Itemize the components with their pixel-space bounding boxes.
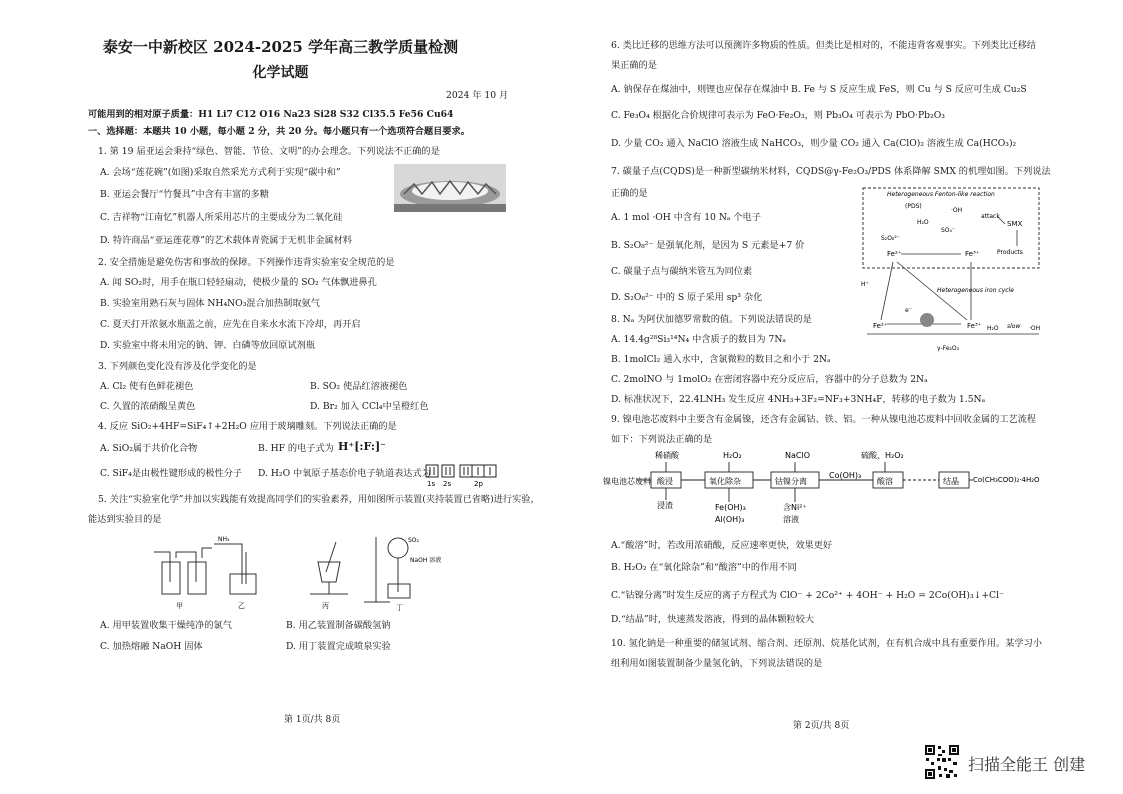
- fig-hetero-iron: Heterogeneous iron cycle: [937, 287, 1014, 294]
- option-4d: D. H₂O 中氧原子基态价电子轨道表达式为: [258, 468, 431, 479]
- question-7-cont: 正确的是: [611, 188, 648, 199]
- mechanism-figure: [857, 182, 1045, 352]
- process-flow: [601, 448, 1040, 532]
- fig-attack: attack: [981, 213, 1000, 220]
- option-6c: C. Fe₃O₄ 根据化合价规律可表示为 FeO·Fe₂O₃，则 Pb₃O₄ 可表示为 PbO·Pb₂O₃: [611, 110, 945, 121]
- flow-out-residue: 浸渣: [657, 501, 673, 510]
- question-5: 5. 关注“实验室化学”并加以实践能有效提高同学们的实验素养，用如图所示装置(夹持装置已省略)进行实验，: [98, 494, 540, 505]
- page-left: [0, 0, 561, 794]
- option-9c: C.“钴镍分离”时发生反应的离子方程式为 ClO⁻ + 2Co²⁺ + 4OH⁻ + H₂O = 2Co(OH)₃↓+Cl⁻: [611, 590, 1004, 601]
- option-2c: C. 夏天打开浓氨水瓶盖之前，应先在自来水水流下冷却，再开启: [100, 319, 361, 330]
- page-footer-left: 第 1页/共 8页: [284, 715, 341, 725]
- option-8c: C. 2molNO 与 1molO₂ 在密闭容器中充分反应后，容器中的分子总数为 2Nₐ: [611, 374, 928, 385]
- option-2b: B. 实验室用熟石灰与固体 NH₄NO₃混合加热制取氨气: [100, 298, 320, 309]
- option-6a: A. 钠保存在煤油中，则锂也应保存在煤油中: [611, 84, 789, 95]
- apparatus-diagram: [150, 532, 440, 612]
- qr-code-icon: [924, 744, 960, 780]
- question-9: 9. 镍电池芯废料中主要含有金属镍，还含有金属钴、铁、铝。一种从镍电池芯废料中回收金属的工艺流程: [611, 414, 1037, 425]
- option-5a: A. 用甲装置收集干燥纯净的氯气: [100, 620, 232, 631]
- question-5-cont: 能达到实验目的是: [88, 514, 162, 525]
- fig-oh-bottom: ·OH: [1029, 325, 1041, 332]
- option-7d: D. S₂O₈²⁻ 中的 S 原子采用 sp³ 杂化: [611, 292, 763, 303]
- flow-naclo: NaClO: [785, 451, 810, 460]
- apparatus-bing: 丙: [322, 602, 329, 610]
- fig-h2o-bottom: H₂O: [987, 325, 999, 332]
- option-3b: B. SO₂ 使品红溶液褪色: [310, 381, 408, 392]
- exam-date: 2024 年 10 月: [446, 90, 509, 101]
- hf-electron-formula: H⁺[:F:]⁻: [338, 440, 386, 453]
- flow-step-acid-leach: 酸浸: [657, 477, 673, 486]
- flow-feed: 镍电池芯废料: [603, 477, 651, 486]
- flow-coh3: Co(OH)₃: [829, 471, 862, 480]
- fig-s2o8: S₂O₈²⁻: [881, 235, 900, 242]
- question-10-cont: 组利用如图装置制备少量氢化钠，下列说法错误的是: [611, 658, 823, 669]
- fig-fe3-bottom: Fe³⁺: [967, 322, 982, 330]
- option-4b: B. HF 的电子式为: [258, 443, 334, 454]
- question-2: 2. 安全措施是避免伤害和事故的保障。下列操作违背实验室安全规范的是: [98, 257, 395, 268]
- fig-slow: slow: [1007, 323, 1021, 330]
- option-5d: D. 用丁装置完成喷泉实验: [286, 641, 391, 652]
- flow-step-separate: 钴镍分离: [775, 477, 807, 486]
- option-4c: C. SiF₄是由极性键形成的极性分子: [100, 468, 243, 479]
- apparatus-jia: 甲: [176, 602, 183, 610]
- option-1b: B. 亚运会餐厅“竹餐具”中含有丰富的多糖: [100, 189, 269, 200]
- section-heading: 一、选择题：本题共 10 小题，每小题 2 分，共 20 分。每小题只有一个选项符合题目要求。: [88, 126, 470, 137]
- option-9a: A.“酸溶”时，若改用浓硝酸，反应速率更快，效果更好: [611, 540, 833, 551]
- question-10: 10. 氢化钠是一种重要的储氢试剂、缩合剂、还原剂、烷基化试剂，在有机合成中具有重要作用。某学习小: [611, 638, 1042, 649]
- option-1d: D. 特许商品“亚运莲花尊”的艺术载体青瓷属于无机非金属材料: [100, 235, 352, 246]
- option-2a: A. 闻 SO₂时，用手在瓶口轻轻扇动，使极少量的 SO₂ 气体飘进鼻孔: [100, 277, 377, 288]
- fig-oh-top: ·OH: [951, 207, 963, 214]
- option-7c: C. 碳量子点与碳纳米管互为同位素: [611, 266, 753, 277]
- question-6-cont: 果正确的是: [611, 60, 657, 71]
- apparatus-ding: 丁: [396, 604, 403, 612]
- fig-h2o-top: H₂O: [917, 219, 929, 226]
- option-4a: A. SiO₂属于共价化合物: [100, 443, 198, 454]
- fig-fe2o3: γ-Fe₂O₃: [937, 345, 960, 352]
- apparatus-yi: 乙: [238, 602, 245, 610]
- option-8a: A. 14.4g²⁸Si₃¹⁴N₄ 中含质子的数目为 7Nₐ: [611, 334, 786, 345]
- page-right: [561, 0, 1122, 794]
- option-3a: A. Cl₂ 使有色鲜花褪色: [100, 381, 194, 392]
- flow-step-oxidize: 氧化除杂: [709, 477, 741, 486]
- page-footer-right: 第 2页/共 8页: [793, 721, 850, 731]
- orbital-2p-label: 2p: [474, 480, 483, 488]
- option-1a: A. 会场“莲花碗”(如图)采取自然采光方式利于实现“碳中和”: [100, 167, 341, 178]
- question-4: 4. 反应 SiO₂+4HF=SiF₄↑+2H₂O 应用于玻璃雕刻。下列说法正确的是: [98, 421, 397, 432]
- option-8b: B. 1molCl₂ 通入水中，含氯微粒的数目之和小于 2Nₐ: [611, 354, 831, 365]
- question-8: 8. Nₐ 为阿伏加德罗常数的值。下列说法错误的是: [611, 314, 812, 325]
- flow-acid1: 稀硝酸: [655, 451, 679, 460]
- option-7a: A. 1 mol ·OH 中含有 10 Nₐ 个电子: [611, 212, 761, 223]
- lotus-bowl-photo: [394, 164, 506, 212]
- flow-h2o2: H₂O₂: [723, 451, 742, 460]
- flow-out-aloh3: Al(OH)₃: [715, 515, 745, 524]
- atomic-masses: 可能用到的相对原子质量：H1 Li7 C12 O16 Na23 Si28 S32 Cl35.5 Fe56 Cu64: [88, 109, 454, 120]
- fig-hetero-fenton: Heterogeneous Fenton-like reaction: [887, 191, 995, 198]
- orbital-diagram: [424, 464, 504, 488]
- flow-out-solution: 溶液: [783, 515, 799, 524]
- fig-fe2-top: Fe²⁺: [887, 250, 902, 258]
- question-1: 1. 第 19 届亚运会秉持“绿色、智能、节俭、文明”的办会理念。下列说法不正确的是: [98, 146, 440, 157]
- fig-products: Products: [997, 249, 1023, 256]
- flow-acid2: 硫酸、H₂O₂: [861, 451, 904, 460]
- question-9-cont: 如下：下列说法正确的是: [611, 434, 713, 445]
- option-6b: B. Fe 与 S 反应生成 FeS，则 Cu 与 S 反应可生成 Cu₂S: [791, 84, 1027, 95]
- question-6: 6. 类比迁移的思维方法可以预测许多物质的性质。但类比是相对的，不能违背客观事实。下列类比迁移结: [611, 40, 1037, 51]
- fig-electron: e⁻: [905, 307, 912, 314]
- option-9d: D.“结晶”时，快速蒸发溶液，得到的晶体颗粒较大: [611, 614, 815, 625]
- fig-fe3-top: Fe³⁺: [965, 250, 980, 258]
- flow-out-feoh3: Fe(OH)₃: [715, 503, 746, 512]
- orbital-1s-label: 1s: [427, 480, 436, 488]
- fig-so4: SO₄⁻: [941, 227, 956, 234]
- question-7: 7. 碳量子点(CQDS)是一种新型碳纳米材料，CQDS@γ-Fe₂O₃/PDS 体系降解 SMX 的机理如图。下列说法: [611, 166, 1051, 177]
- fig-smx: SMX: [1007, 220, 1023, 228]
- option-5c: C. 加热熔融 NaOH 固体: [100, 641, 203, 652]
- scanner-watermark: 扫描全能王 创建: [968, 755, 1086, 774]
- fig-pds: (PDS): [905, 203, 922, 210]
- question-3: 3. 下列颜色变化没有涉及化学变化的是: [98, 361, 257, 372]
- option-5b: B. 用乙装置制备碳酸氢钠: [286, 620, 391, 631]
- option-7b: B. S₂O₈²⁻ 是强氧化剂，是因为 S 元素是+7 价: [611, 240, 805, 251]
- exam-title: 泰安一中新校区 2024-2025 学年高三教学质量检测: [102, 38, 459, 56]
- option-6d: D. 少量 CO₂ 通入 NaClO 溶液生成 NaHCO₃，则少量 CO₂ 通入 Ca(ClO)₂ 溶液生成 Ca(HCO₃)₂: [611, 138, 1017, 149]
- option-8d: D. 标准状况下，22.4LNH₃ 发生反应 4NH₃+3F₂=NF₃+3NH₄F，转移的电子数为 1.5Nₐ: [611, 394, 986, 405]
- so2-label: SO₂: [408, 537, 419, 544]
- orbital-2s-label: 2s: [443, 480, 452, 488]
- flow-step-crystallize: 结晶: [943, 477, 959, 486]
- naoh-label: NaOH 溶液: [410, 557, 442, 564]
- flow-out-ni: 含Ni²⁺: [783, 503, 807, 512]
- flow-product: Co(CH₃COO)₂·4H₂O: [973, 476, 1040, 484]
- flow-step-dissolve: 酸溶: [877, 477, 893, 486]
- option-3c: C. 久置的浓硝酸呈黄色: [100, 401, 196, 412]
- nh3-label: NH₃: [218, 536, 230, 543]
- option-2d: D. 实验室中将未用完的钠、钾、白磷等放回原试剂瓶: [100, 340, 316, 351]
- fig-fe2-bottom: Fe²⁺: [873, 322, 888, 330]
- option-9b: B. H₂O₂ 在“氧化除杂”和“酸溶”中的作用不同: [611, 562, 797, 573]
- exam-subtitle: 化学试题: [252, 65, 309, 81]
- option-1c: C. 吉祥物“江南忆”机器人所采用芯片的主要成分为二氧化硅: [100, 212, 343, 223]
- fig-hplus: H⁺: [861, 281, 869, 288]
- option-3d: D. Br₂ 加入 CCl₄中呈橙红色: [310, 401, 429, 412]
